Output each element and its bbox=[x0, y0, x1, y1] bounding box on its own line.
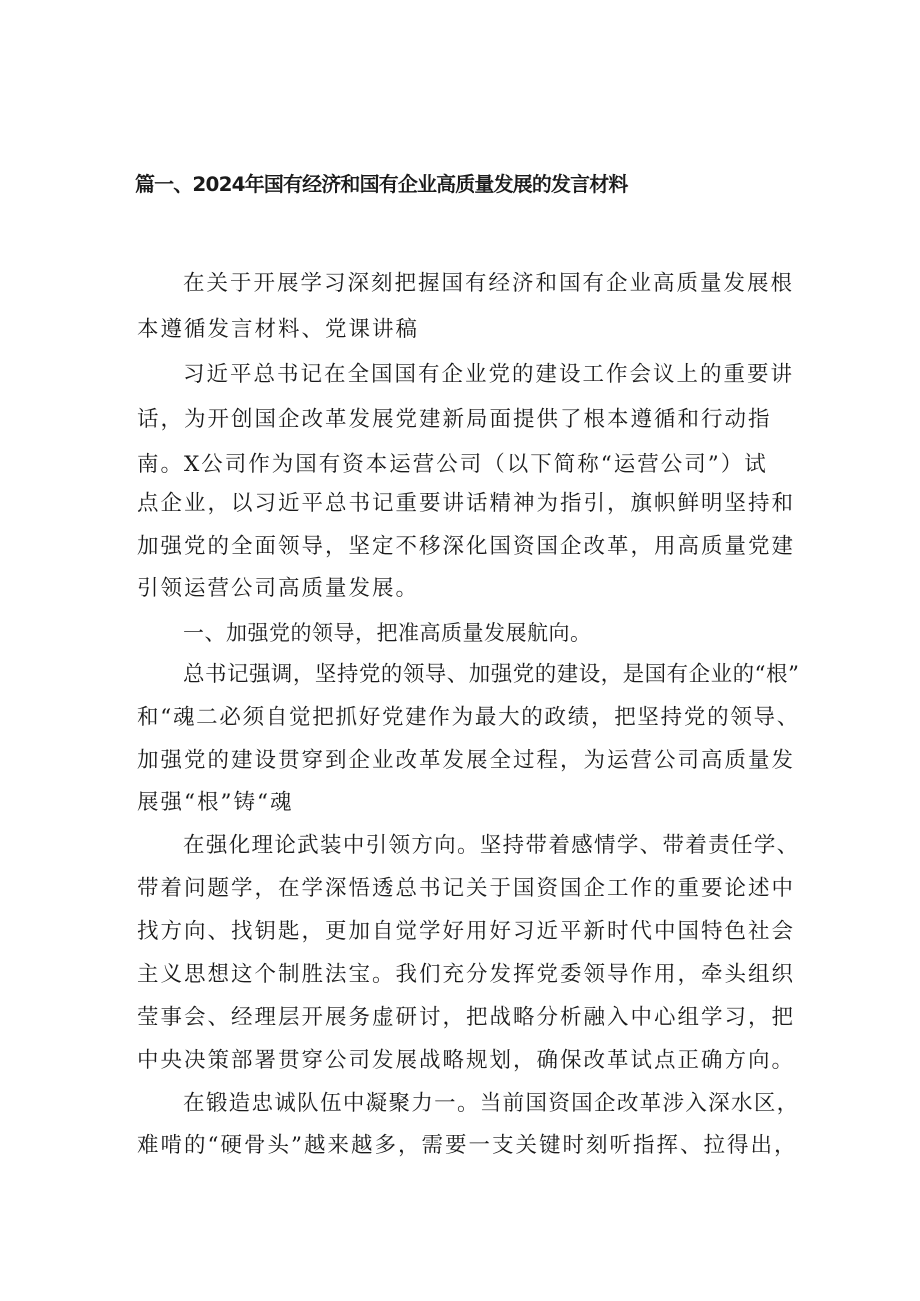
text-line: 总书记强调，坚持党的领导、加强党的建设，是国有企业的“根” bbox=[183, 662, 800, 687]
text-line: 本遵循发言材料、党课讲稿 bbox=[137, 317, 420, 342]
text-line: 加强党的建设贯穿到企业改革发展全过程，为运营公司高质量发 bbox=[137, 748, 796, 773]
text-line: 加强党的全面领导，坚定不移深化国资国企改革，用高质量党建 bbox=[137, 534, 796, 559]
text-line: 中央决策部署贯穿公司发展战略规划，确保改革试点正确方向。 bbox=[137, 1048, 796, 1073]
text-line: 主义思想这个制胜法宝。我们充分发挥党委领导作用，牵头组织 bbox=[137, 962, 796, 987]
text-line: 点企业，以习近平总书记重要讲话精神为指引，旗帜鲜明坚持和 bbox=[137, 491, 796, 516]
text-line: 带着问题学，在学深悟透总书记关于国资国企工作的重要论述中 bbox=[137, 876, 796, 901]
text-line: 在强化理论武装中引领方向。坚持带着感情学、带着责任学、 bbox=[183, 833, 800, 858]
text-line: 莹事会、经理层开展务虚研讨，把战略分析融入中心组学习，把 bbox=[137, 1005, 796, 1030]
section-heading: 一、加强党的领导，把准高质量发展航向。 bbox=[183, 621, 592, 645]
text-line: 习近平总书记在全国国有企业党的建设工作会议上的重要讲 bbox=[183, 362, 795, 387]
text-line: 在关于开展学习深刻把握国有经济和国有企业高质量发展根 bbox=[183, 271, 795, 296]
text-line: 展强“根”铸“魂 bbox=[137, 790, 294, 815]
text-line: 话，为开创国企改革发展党建新局面提供了根本遵循和行动指 bbox=[137, 407, 772, 432]
text-line: 和“魂二必须自觉把抓好党建作为最大的政绩，把坚持党的领导、 bbox=[137, 705, 800, 730]
text-line: 南。X公司作为国有资本运营公司（以下简称“运营公司”）试 bbox=[137, 452, 768, 477]
text-line: 引领运营公司高质量发展。 bbox=[137, 576, 420, 601]
text-line: 找方向、找钥匙，更加自觉学好用好习近平新时代中国特色社会 bbox=[137, 919, 796, 944]
document-title: 篇一、2024年国有经济和国有企业高质量发展的发言材料 bbox=[135, 172, 628, 196]
text-line: 在锻造忠诚队伍中凝聚力一。当前国资国企改革涉入深水区， bbox=[183, 1091, 800, 1116]
text-line: 难啃的“硬骨头”越来越多，需要一支关键时刻听指挥、拉得出， bbox=[137, 1133, 798, 1158]
